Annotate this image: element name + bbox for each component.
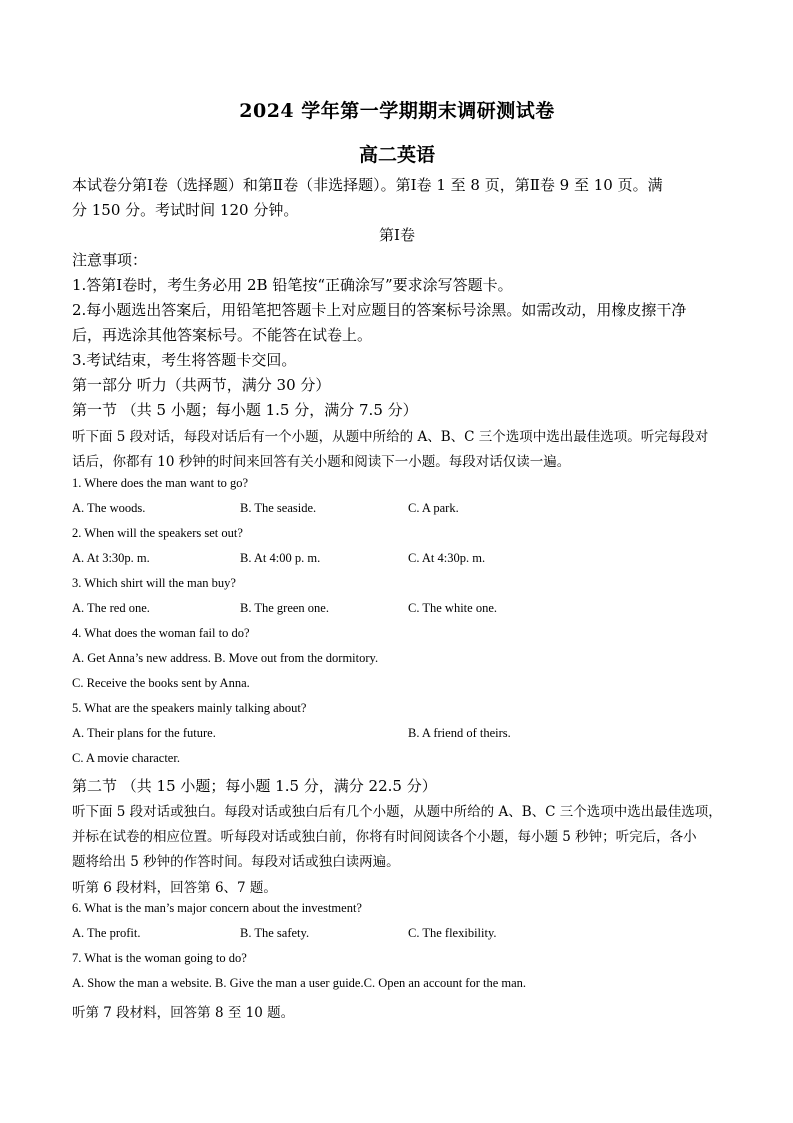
question-4-option-c: C. Receive the books sent by Anna. (72, 676, 250, 690)
question-6-option-a: A. The profit. (72, 926, 141, 940)
question-1-option-a: A. The woods. (72, 501, 146, 515)
question-3-stem: 3. Which shirt will the man buy? (72, 576, 236, 590)
question-4-stem: 4. What does the woman fail to do? (72, 626, 250, 640)
section2-instructions-line-1: 听下面 5 段对话或独白。每段对话或独白后有几个小题，从题中所给的 A、B、C 三个选项中选出最佳选项， (72, 804, 722, 820)
question-1-stem: 1. Where does the man want to go? (72, 476, 249, 490)
volume-heading: 第Ⅰ卷 (379, 226, 415, 244)
notice-item-1: 1.答第Ⅰ卷时，考生务必用 2B 铅笔按“正确涂写”要求涂写答题卡。 (72, 276, 513, 294)
question-1-option-c: C. A park. (408, 501, 459, 515)
question-3-option-c: C. The white one. (408, 601, 497, 615)
section2-heading: 第二节 （共 15 小题；每小题 1.5 分，满分 22.5 分） (72, 777, 437, 795)
question-3-option-b: B. The green one. (240, 601, 329, 615)
intro-line-2: 分 150 分。考试时间 120 分钟。 (72, 201, 299, 219)
section1-instructions-line-1: 听下面 5 段对话，每段对话后有一个小题，从题中所给的 A、B、C 三个选项中选出最佳选项。听完每段对 (72, 429, 709, 445)
question-6-option-b: B. The safety. (240, 926, 310, 940)
question-4-options-a-b: A. Get Anna’s new address. B. Move out from the dormitory. (72, 651, 379, 665)
question-6-stem: 6. What is the man’s major concern about the investment? (72, 901, 362, 915)
intro-line-1: 本试卷分第Ⅰ卷（选择题）和第Ⅱ卷（非选择题）。第Ⅰ卷 1 至 8 页，第Ⅱ卷 9 至 10 页。满 (72, 176, 663, 194)
question-2-option-c: C. At 4:30p. m. (408, 551, 486, 565)
question-6-option-c: C. The flexibility. (408, 926, 497, 940)
section1-heading: 第一节 （共 5 小题；每小题 1.5 分，满分 7.5 分） (72, 401, 418, 419)
section2-instructions-line-2: 并标在试卷的相应位置。听每段对话或独白前，你将有时间阅读各个小题，每小题 5 秒钟；听完后，各小 (72, 829, 697, 845)
material-7-instruction: 听第 7 段材料，回答第 8 至 10 题。 (72, 1005, 295, 1021)
notice-item-2-line-1: 2.每小题选出答案后，用铅笔把答题卡上对应题目的答案标号涂黑。如需改动，用橡皮擦干净 (72, 301, 687, 319)
section1-instructions-line-2: 话后，你都有 10 秒钟的时间来回答有关小题和阅读下一小题。每段对话仅读一遍。 (72, 454, 571, 470)
question-2-option-a: A. At 3:30p. m. (72, 551, 150, 565)
question-2-stem: 2. When will the speakers set out? (72, 526, 243, 540)
notice-item-2-line-2: 后，再选涂其他答案标号。不能答在试卷上。 (72, 326, 373, 344)
question-2-option-b: B. At 4:00 p. m. (240, 551, 321, 565)
question-5-option-a: A. Their plans for the future. (72, 726, 216, 740)
question-1-option-b: B. The seaside. (240, 501, 317, 515)
question-5-option-c: C. A movie character. (72, 751, 180, 765)
question-7-stem: 7. What is the woman going to do? (72, 951, 247, 965)
exam-title: 2024 学年第一学期期末调研测试卷 (239, 100, 555, 122)
material-6-instruction: 听第 6 段材料，回答第 6、7 题。 (72, 880, 277, 896)
notice-item-3: 3.考试结束，考生将答题卡交回。 (72, 351, 297, 369)
notice-heading: 注意事项： (72, 251, 148, 269)
question-7-options: A. Show the man a website. B. Give the man a user guide.C. Open an account for the man. (72, 976, 527, 990)
section2-instructions-line-3: 题将给出 5 秒钟的作答时间。每段对话或独白读两遍。 (72, 854, 400, 870)
question-5-option-b: B. A friend of theirs. (408, 726, 511, 740)
question-3-option-a: A. The red one. (72, 601, 150, 615)
question-5-stem: 5. What are the speakers mainly talking about? (72, 701, 307, 715)
exam-subject: 高二英语 (358, 144, 435, 166)
part1-heading: 第一部分 听力（共两节，满分 30 分） (72, 376, 331, 394)
